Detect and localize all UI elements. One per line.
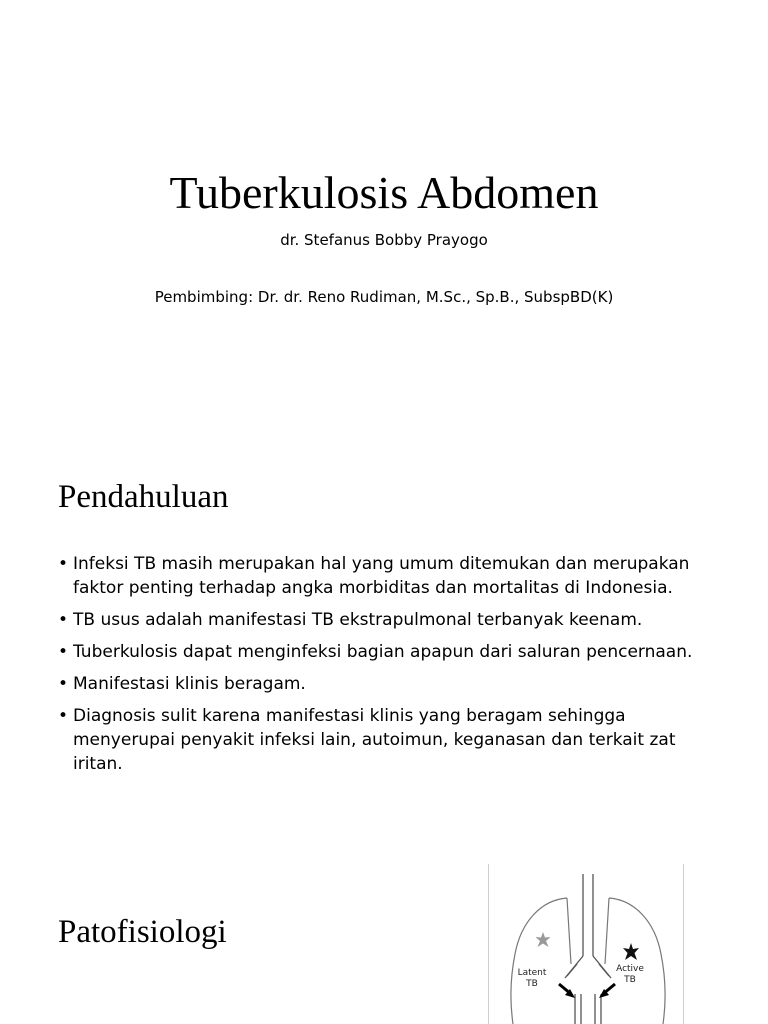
title-slide: [0, 0, 768, 430]
bullet-item: • Manifestasi klinis beragam.: [58, 672, 708, 696]
bullet-item: • Diagnosis sulit karena manifestasi klinis yang beragam sehingga menyerupai penyakit infeksi lain, autoimun, keganasan dan terkait zat iritan.: [58, 704, 708, 776]
slide-heading: Patofisiologi: [58, 914, 227, 950]
introduction-slide: [0, 440, 768, 840]
bullet-list: [58, 552, 708, 784]
advisor-line: Pembimbing: Dr. dr. Reno Rudiman, M.Sc., Sp.B., SubspBD(K): [154, 288, 614, 306]
presentation-title: Tuberkulosis Abdomen: [169, 167, 599, 218]
latent-tb-label: Latent TB: [517, 968, 547, 989]
bullet-item: • Tuberkulosis dapat menginfeksi bagian apapun dari saluran pencernaan.: [58, 640, 708, 664]
left-lung-outline: [511, 898, 571, 1024]
lung-illustration: [489, 864, 683, 1024]
lung-diagram: [488, 864, 684, 1024]
slide-heading: Pendahuluan: [58, 479, 229, 515]
latent-tb-star-icon: [536, 932, 551, 947]
bullet-item: • Infeksi TB masih merupakan hal yang umum ditemukan dan merupakan faktor penting terhadap angka morbiditas dan mortalitas di Indonesia.: [58, 552, 708, 600]
bullet-item: • TB usus adalah manifestasi TB ekstrapulmonal terbanyak keenam.: [58, 608, 708, 632]
pathophysiology-slide: [0, 848, 768, 1024]
author-name: dr. Stefanus Bobby Prayogo: [280, 231, 488, 249]
active-tb-label: Active TB: [616, 964, 644, 985]
right-lung-outline: [605, 898, 665, 1024]
active-tb-star-icon: [623, 943, 639, 960]
